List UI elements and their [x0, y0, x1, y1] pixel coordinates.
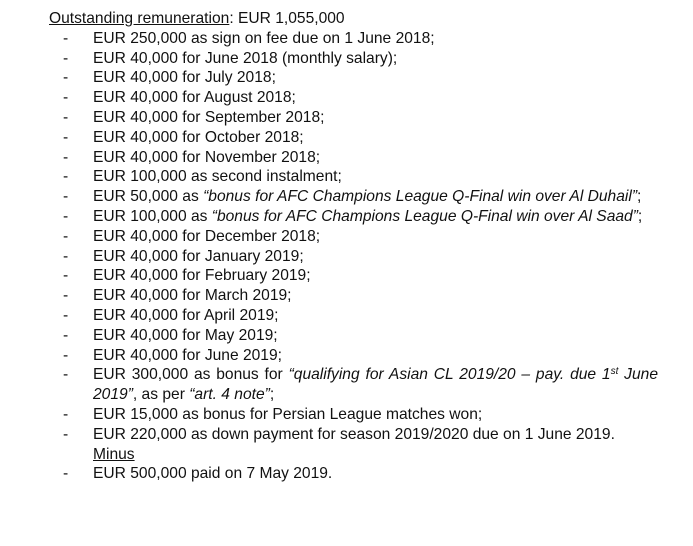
list-item-text: EUR 40,000 for September 2018; — [93, 108, 325, 126]
bonus-suffix: ; — [637, 207, 643, 225]
bonus-quote: “bonus for AFC Champions League Q-Final win over Al Duhail” — [203, 188, 638, 206]
list-item-text: EUR 40,000 for February 2019; — [93, 267, 311, 285]
dash-marker: - — [63, 366, 69, 384]
minus-subheading — [0, 445, 693, 465]
list-item-text: EUR 100,000 as second instalment; — [93, 168, 342, 186]
list-item — [0, 306, 658, 326]
dash-marker: - — [63, 405, 69, 423]
list-item-text: EUR 40,000 for March 2019; — [93, 287, 292, 305]
list-item — [0, 167, 658, 187]
bonus-suffix: ; — [637, 188, 642, 206]
list-item-text: EUR 40,000 for June 2018 (monthly salary); — [93, 49, 398, 67]
list-item-text: EUR 15,000 as bonus for Persian League matches won; — [93, 405, 483, 423]
list-item — [0, 49, 658, 69]
bonus-prefix: EUR 50,000 as — [93, 188, 204, 206]
bonus-quote-part1: “qualifying for Asian CL 2019/20 – pay. due 1 — [288, 366, 611, 384]
bonus-suffix: ; — [269, 386, 275, 404]
dash-marker: - — [63, 227, 69, 245]
dash-marker: - — [63, 306, 69, 324]
list-item — [0, 405, 658, 425]
list-item-text: EUR 40,000 for November 2018; — [93, 148, 321, 166]
dash-marker: - — [63, 29, 69, 47]
dash-marker: - — [63, 168, 69, 186]
list-item-text: EUR 40,000 for October 2018; — [93, 128, 304, 146]
dash-marker: - — [63, 108, 69, 126]
dash-marker: - — [63, 267, 69, 285]
list-item — [0, 286, 658, 306]
bonus-quote-superscript: st — [610, 366, 619, 378]
list-item-afc-bonus-saad — [0, 207, 658, 227]
dash-marker: - — [63, 128, 69, 146]
bonus-quote-part2: June 2019” — [93, 366, 658, 404]
dash-marker: - — [63, 49, 69, 67]
heading-total: : EUR 1,055,000 — [229, 10, 345, 27]
list-item — [0, 227, 658, 247]
remuneration-document — [0, 9, 693, 484]
list-item-text: EUR 250,000 as sign on fee due on 1 June 2018; — [93, 29, 435, 47]
dash-marker: - — [63, 148, 69, 166]
heading-label: Outstanding remuneration — [49, 10, 230, 27]
dash-marker: - — [63, 326, 69, 344]
bonus-quote: “bonus for AFC Champions League Q-Final win over Al Saad” — [211, 207, 638, 225]
outstanding-remuneration-heading — [0, 9, 693, 29]
list-item-text: EUR 220,000 as down payment for season 2019/2020 due on 1 June 2019. — [93, 425, 615, 443]
list-item — [0, 266, 658, 286]
list-item — [0, 148, 658, 168]
list-item-text: EUR 40,000 for June 2019; — [93, 346, 282, 364]
list-item-afc-bonus-duhail — [0, 187, 658, 207]
list-item — [0, 29, 658, 49]
bonus-mid: , as per — [132, 386, 190, 404]
list-item — [0, 247, 658, 267]
list-item-text: EUR 40,000 for December 2018; — [93, 227, 321, 245]
dash-marker: - — [63, 425, 69, 443]
bonus-quote-note: “art. 4 note” — [189, 386, 270, 404]
list-item — [0, 128, 658, 148]
minus-label: Minus — [93, 445, 135, 463]
list-item — [0, 68, 658, 88]
dash-marker: - — [63, 247, 69, 265]
list-item-text: EUR 500,000 paid on 7 May 2019. — [93, 465, 333, 483]
list-item — [0, 326, 658, 346]
dash-marker: - — [63, 287, 69, 305]
list-item — [0, 88, 658, 108]
list-item — [0, 425, 658, 445]
list-item — [0, 346, 658, 366]
list-item-text: EUR 40,000 for May 2019; — [93, 326, 278, 344]
list-item-deduction — [0, 464, 658, 484]
dash-marker: - — [63, 346, 69, 364]
bonus-prefix: EUR 300,000 as bonus for — [93, 366, 289, 384]
dash-marker: - — [63, 89, 69, 107]
list-item — [0, 108, 658, 128]
dash-marker: - — [63, 207, 69, 225]
list-item-text: EUR 40,000 for July 2018; — [93, 69, 276, 87]
dash-marker: - — [63, 188, 69, 206]
dash-marker: - — [63, 69, 69, 87]
list-item-text: EUR 40,000 for April 2019; — [93, 306, 279, 324]
list-item-text: EUR 40,000 for August 2018; — [93, 89, 296, 107]
list-item-text: EUR 40,000 for January 2019; — [93, 247, 304, 265]
list-item-asian-cl-bonus — [0, 365, 658, 405]
dash-marker: - — [63, 465, 69, 483]
bonus-prefix: EUR 100,000 as — [93, 207, 212, 225]
